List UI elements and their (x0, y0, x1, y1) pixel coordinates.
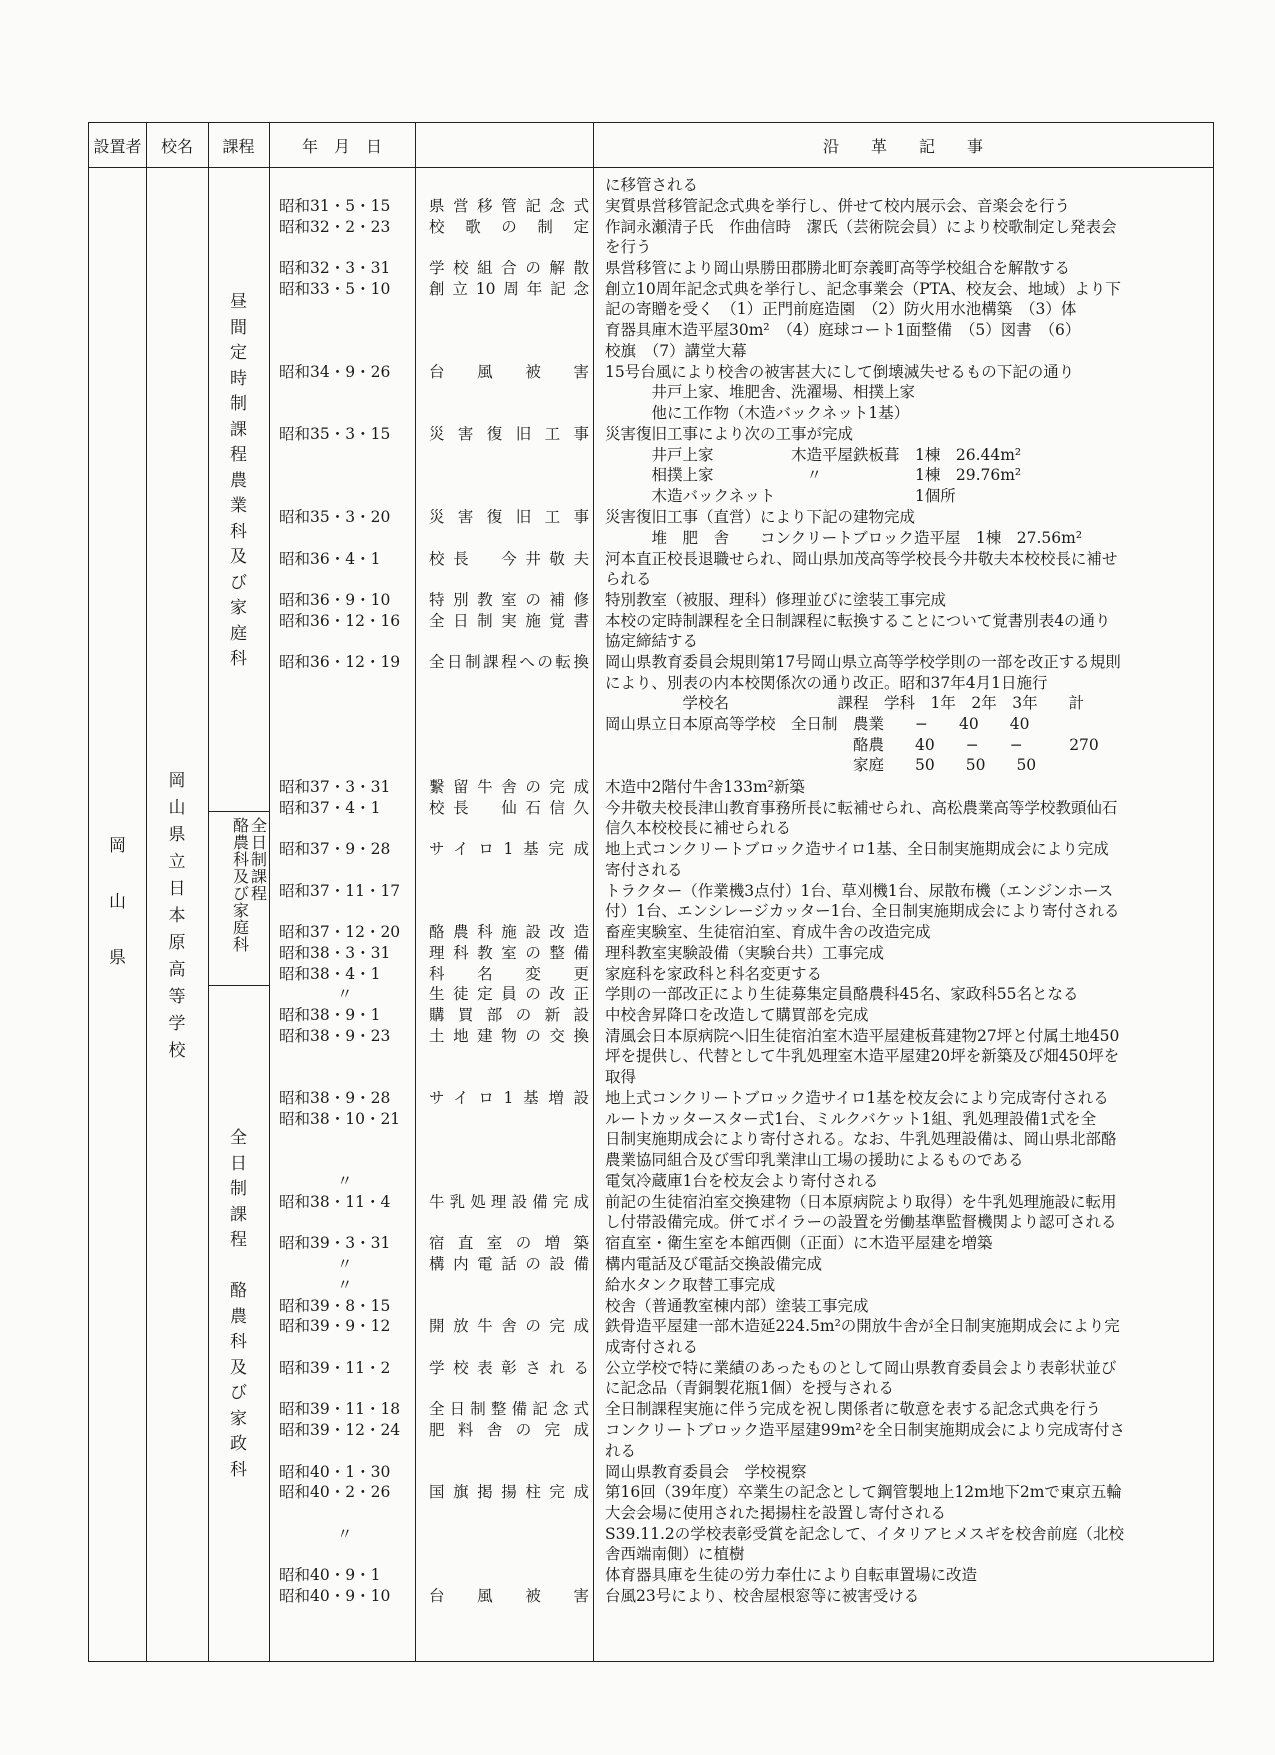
row-description: 給水タンク取替工事完成 (605, 1275, 776, 1294)
row-description: 地上式コンクリートブロック造サイロ1基を校友会により完成寄付される (605, 1089, 1109, 1107)
row-date: 昭和40・9・1 (279, 1566, 381, 1585)
row-date: 昭和37・4・1 (279, 798, 381, 817)
row-description: 理科教室実験設備（実験台共）工事完成 (605, 943, 885, 962)
row-date: 〃 (337, 1255, 353, 1273)
row-event: 全日制課程への転換 (429, 653, 589, 672)
row-event: 繋留牛舎の完成 (429, 777, 589, 796)
row-date: 昭和38・11・4 (279, 1192, 391, 1211)
row-date: 昭和35・3・20 (279, 508, 391, 526)
row-description: 全日制課程実施に伴う完成を祝し関係者に敬意を表する記念式典を行う (605, 1400, 1102, 1419)
row-event: 構内電話の設備 (429, 1255, 589, 1273)
row-event: 学校組合の解散 (429, 259, 589, 277)
row-description: 第16回（39年度）卒業生の記念として鋼管製地上12m地下2mで東京五輪 大会会場に使用された掲揚柱を設置し寄付される (605, 1483, 1122, 1522)
row-event: 肥料舎の完成 (429, 1421, 589, 1439)
row-date: 昭和40・1・30 (279, 1462, 391, 1481)
row-event: 台風被害 (429, 1587, 589, 1605)
row-description: 地上式コンクリートブロック造サイロ1基、全日制実施期成会により完成 寄付される (605, 840, 1109, 879)
row-date: 昭和37・3・31 (279, 777, 391, 796)
row-event: 宿直室の増築 (429, 1234, 589, 1253)
row-date: 昭和36・9・10 (279, 591, 391, 609)
header-history: 沿 革 記 事 (822, 136, 983, 156)
row-description: 河本直正校長退職せられ、岡山県加茂高等学校長今井敬夫本校校長に補せ られる (605, 549, 1118, 589)
row-date: 昭和35・3・15 (279, 425, 391, 443)
row-event: 災害復旧工事 (429, 508, 589, 526)
row-description: に移管される (605, 176, 699, 194)
row-date: 昭和38・9・28 (279, 1089, 391, 1107)
row-event: 校長 仙石信久 (429, 798, 589, 817)
row-event: 国旗掲揚柱完成 (429, 1483, 589, 1502)
row-description: 鉄骨造平屋建一部木造延224.5m²の開放牛舎が全日制実施期成会により完 成寄付される (605, 1317, 1120, 1356)
row-date: 〃 (337, 1172, 353, 1190)
history-table (88, 122, 1214, 1662)
row-description: 構内電話及び電話交換設備完成 (605, 1255, 823, 1273)
row-date: 昭和31・5・15 (279, 196, 391, 215)
row-description: 15号台風により校舎の被害甚大にして倒壊滅失せるもの下記の通り 井戸上家、堆肥舎、洗濯場、相撲上家 他に工作物（木造バックネット1基） (605, 362, 1075, 422)
row-description: 電気冷蔵庫1台を校友会より寄付される (605, 1172, 879, 1190)
row-description: 岡山県教育委員会 学校視察 (605, 1462, 807, 1481)
row-event: 災害復旧工事 (429, 425, 589, 443)
row-description: トラクター（作業機3点付）1台、草刈機1台、尿散布機（エンジンホース 付）1台、エンシレージカッター1台、全日制実施期成会により寄付される (605, 881, 1120, 921)
row-description: 前記の生徒宿泊室交換建物（日本原病院より取得）を牛乳処理施設に転用 し付帯設備完成。併てボイラーの設置を労働基準監督機関より認可される (605, 1192, 1117, 1232)
row-description: 災害復旧工事により次の工事が完成 井戸上家 木造平屋鉄板葺 1棟 26.44m² 相撲上家 〃 1棟 29.76m² 木造バックネット 1個所 (605, 425, 1022, 505)
row-description: 実質県営移管記念式典を挙行し、併せて校内展示会、音楽会を行う (605, 196, 1071, 215)
row-description: 畜産実験室、生徒宿泊室、育成牛舎の改造完成 (605, 923, 931, 941)
founder-cell: 岡 山 県 (109, 836, 126, 968)
row-description: 学則の一部改正により生徒募集定員酪農科45名、家政科55名となる (605, 985, 1079, 1004)
row-event: 校歌の制定 (429, 217, 589, 236)
row-description: S39.11.2の学校表彰受賞を記念して、イタリアヒメスギを校舎前庭（北校 舎西端南側）に植樹 (605, 1524, 1124, 1564)
row-event: 牛乳処理設備完成 (429, 1192, 589, 1211)
row-date: 昭和40・2・26 (279, 1483, 391, 1502)
course-fulltime-dairy-home: 全 日 制 課 程 酪 農 科 及 び 家 庭 科 (232, 816, 267, 954)
row-description: 創立10周年記念式典を挙行し、記念事業会（PTA、校友会、地域）より下 記の寄贈を受く （1）正門前庭造園 （2）防火用水池構築 （3）体 育器具庫木造平屋30m² （4）庭球コート1面整備 （5）図書 （6） 校旗 （7）講堂大幕 (605, 279, 1121, 360)
row-event: 県営移管記念式 (429, 196, 589, 215)
row-description: ルートカッタースター式1台、ミルクバケット1組、乳処理設備1式を全 日制実施期成会により寄付される。なお、牛乳処理設備は、岡山県北部酪 農業協同組合及び雪印乳業津山工場の援助によるものである (605, 1109, 1117, 1169)
row-date: 昭和36・12・19 (279, 653, 401, 672)
header-founder: 設置者 (93, 136, 142, 156)
row-description: 家庭科を家政科と科名変更する (605, 964, 823, 983)
row-date: 昭和37・9・28 (279, 840, 391, 858)
row-date: 〃 (337, 985, 353, 1004)
header-school: 校名 (160, 136, 193, 156)
row-date: 昭和39・11・18 (279, 1400, 401, 1419)
row-description: 木造中2階付牛舎133m²新築 (605, 777, 805, 796)
row-description: 県営移管により岡山県勝田郡勝北町奈義町高等学校組合を解散する (605, 259, 1071, 277)
row-event: 全日制整備記念式 (429, 1400, 589, 1419)
row-event: サイロ1基増設 (429, 1089, 589, 1107)
row-date: 昭和36・12・16 (279, 611, 401, 630)
row-event: 校長 今井敬夫 (429, 549, 589, 568)
row-date: 昭和38・10・21 (279, 1109, 401, 1128)
row-date: 昭和32・3・31 (279, 259, 391, 277)
row-date: 〃 (337, 1524, 353, 1543)
course-fulltime-dairy-homeecon: 全 日 制 課 程 酪 農 科 及 び 家 政 科 (230, 1128, 247, 1480)
row-description: 今井敬夫校長津山教育事務所長に転補せられ、高松農業高等学校教頭仙石 信久本校校長に補せられる (605, 798, 1118, 838)
row-event: 土地建物の交換 (429, 1026, 589, 1045)
row-event: 特別教室の補修 (429, 591, 589, 609)
row-event: 科名変更 (429, 964, 589, 983)
row-description: コンクリートブロック造平屋建99m²を全日制実施期成会により完成寄付さ れる (605, 1421, 1126, 1460)
row-event: 酪農科施設改造 (429, 923, 589, 941)
row-date: 〃 (337, 1275, 353, 1294)
row-date: 昭和39・9・12 (279, 1317, 391, 1336)
row-date: 昭和37・12・20 (279, 923, 401, 941)
row-description: 作詞永瀬清子氏 作曲信時 潔氏（芸術院会員）により校歌制定し発表会 を行う (605, 217, 1117, 257)
row-date: 昭和39・12・24 (279, 1421, 401, 1439)
row-date: 昭和33・5・10 (279, 279, 391, 298)
row-description: 特別教室（被服、理科）修理並びに塗装工事完成 (605, 591, 947, 609)
row-description: 本校の定時制課程を全日制課程に転換することについて覚書別表4の通り 協定締結する (605, 611, 1111, 651)
row-event: 創立10周年記念 (429, 279, 589, 298)
row-date: 昭和38・3・31 (279, 943, 391, 962)
row-date: 昭和38・4・1 (279, 964, 381, 983)
school-name-cell: 岡 山 県 立 日 本 原 高 等 学 校 (168, 771, 186, 1061)
row-event: 開放牛舎の完成 (429, 1317, 589, 1336)
row-description: 清風会日本原病院へ旧生徒宿泊室木造平屋建板葺建物27坪と付属土地450 坪を提供し、代替として牛乳処理室木造平屋建20坪を新築及び畑450坪を 取得 (605, 1026, 1120, 1086)
row-event: サイロ1基完成 (429, 840, 589, 858)
row-description: 中校舎昇降口を改造して購買部を完成 (605, 1006, 869, 1024)
row-event: 購買部の新設 (429, 1006, 589, 1024)
row-date: 昭和36・4・1 (279, 549, 381, 568)
row-description: 台風23号により、校舎屋根窓等に被害受ける (605, 1587, 920, 1605)
row-event: 台風被害 (429, 362, 589, 381)
row-event: 理科教室の整備 (429, 943, 589, 962)
row-date: 昭和37・11・17 (279, 881, 401, 900)
row-date: 昭和34・9・26 (279, 362, 391, 381)
row-description: 岡山県教育委員会規則第17号岡山県立高等学校学則の一部を改正する規則 により、別表の内本校関係次の通り改正。昭和37年4月1日施行 学校名 課程 学科 1年 2年 3年 計 岡山県立日本原高等学校 全日制 農業 − 40 40 酪農 40 − − 270 家庭 50 50 50 (605, 653, 1121, 775)
row-date: 昭和39・3・31 (279, 1234, 391, 1253)
row-event: 全日制実施覚書 (429, 611, 589, 630)
row-description: 体育器具庫を生徒の労力奉仕により自転車置場に改造 (605, 1566, 978, 1585)
row-description: 公立学校で特に業績のあったものとして岡山県教育委員会より表彰状並び に記念品（青銅製花瓶1個）を授与される (605, 1358, 1117, 1398)
row-event: 生徒定員の改正 (429, 985, 589, 1004)
course-daytime-parttime: 昼 間 定 時 制 課 程 農 業 科 及 び 家 庭 科 (230, 292, 247, 669)
row-date: 昭和40・9・10 (279, 1587, 391, 1605)
header-date: 年 月 日 (301, 136, 382, 156)
row-date: 昭和38・9・1 (279, 1006, 381, 1024)
row-date: 昭和32・2・23 (279, 217, 391, 236)
row-event: 学校表彰される (429, 1358, 589, 1377)
row-description: 校舎（普通教室棟内部）塗装工事完成 (605, 1296, 869, 1315)
row-date: 昭和39・8・15 (279, 1296, 391, 1315)
row-description: 災害復旧工事（直営）により下記の建物完成 堆 肥 舎 コンクリートブロック造平屋 1棟 27.56m² (605, 508, 1083, 547)
row-date: 昭和38・9・23 (279, 1026, 391, 1045)
row-description: 宿直室・衛生室を本館西側（正面）に木造平屋建を増築 (605, 1234, 993, 1253)
row-date: 昭和39・11・2 (279, 1358, 391, 1377)
header-course: 課程 (222, 136, 255, 156)
